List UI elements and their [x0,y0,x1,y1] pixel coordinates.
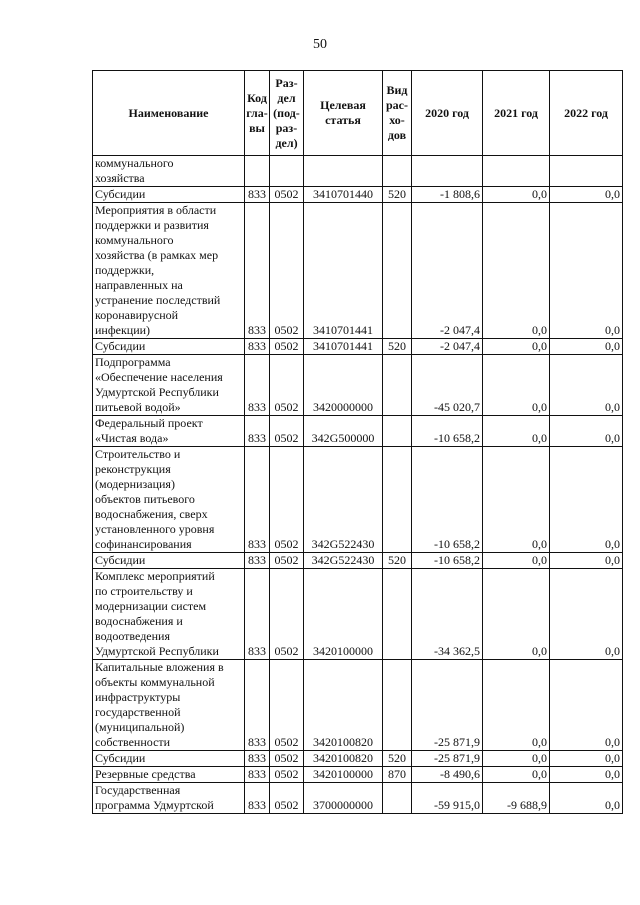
cell-vid: 520 [383,751,412,767]
cell-2021: -9 688,9 [483,783,550,814]
cell-2022: 0,0 [550,416,623,447]
cell-vid [383,660,412,751]
cell-glava: 833 [245,416,270,447]
header-2022: 2022 год [550,71,623,156]
cell-glava: 833 [245,569,270,660]
cell-2022: 0,0 [550,339,623,355]
cell-2021: 0,0 [483,751,550,767]
cell-name: Субсидии [93,553,245,569]
cell-2022: 0,0 [550,660,623,751]
cell-statya: 342G500000 [304,416,383,447]
cell-statya: 3410701440 [304,187,383,203]
cell-vid [383,569,412,660]
cell-name: Федеральный проект «Чистая вода» [93,416,245,447]
cell-razdel: 0502 [270,751,304,767]
header-razdel: Раз- дел (под- раз- дел) [270,71,304,156]
cell-name: Комплекс мероприятий по строительству и модернизации систем водоснабжения и водоотведения Удмуртской Республики [93,569,245,660]
cell-2022 [550,156,623,187]
cell-razdel: 0502 [270,339,304,355]
cell-glava: 833 [245,203,270,339]
cell-razdel: 0502 [270,355,304,416]
cell-2022: 0,0 [550,569,623,660]
table-row [93,355,623,416]
cell-2021: 0,0 [483,660,550,751]
cell-2022: 0,0 [550,447,623,553]
cell-2021: 0,0 [483,553,550,569]
cell-vid: 520 [383,339,412,355]
cell-glava [245,156,270,187]
table-row [93,767,623,783]
cell-2022: 0,0 [550,553,623,569]
budget-table [92,70,623,814]
cell-2020: -59 915,0 [412,783,483,814]
cell-razdel: 0502 [270,783,304,814]
header-statya: Целевая статья [304,71,383,156]
cell-glava: 833 [245,187,270,203]
cell-glava: 833 [245,339,270,355]
cell-name: Строительство и реконструкция (модернизация) объектов питьевого водоснабжения, сверх установленного уровня софинансирования [93,447,245,553]
cell-2020: -45 020,7 [412,355,483,416]
cell-2022: 0,0 [550,187,623,203]
cell-2021: 0,0 [483,339,550,355]
cell-razdel: 0502 [270,660,304,751]
cell-2022: 0,0 [550,783,623,814]
table-row [93,660,623,751]
cell-2020: -10 658,2 [412,447,483,553]
cell-vid [383,156,412,187]
table-row [93,783,623,814]
page-number: 50 [313,37,327,52]
cell-razdel: 0502 [270,416,304,447]
cell-name: Мероприятия в области поддержки и развития коммунального хозяйства (в рамках мер поддержки, направленных на устранение последствий коронавирусной инфекции) [93,203,245,339]
cell-name: Субсидии [93,187,245,203]
cell-name: коммунального хозяйства [93,156,245,187]
cell-vid [383,447,412,553]
cell-glava: 833 [245,660,270,751]
cell-glava: 833 [245,767,270,783]
cell-razdel: 0502 [270,553,304,569]
cell-2020: -8 490,6 [412,767,483,783]
table-row [93,569,623,660]
cell-2021: 0,0 [483,767,550,783]
cell-name: Капитальные вложения в объекты коммунальной инфраструктуры государственной (муниципальной) собственности [93,660,245,751]
cell-name: Субсидии [93,751,245,767]
cell-glava: 833 [245,553,270,569]
cell-glava: 833 [245,447,270,553]
table-body [93,156,623,814]
cell-2021: 0,0 [483,355,550,416]
cell-statya: 3420100000 [304,569,383,660]
cell-2021: 0,0 [483,187,550,203]
table-row [93,553,623,569]
header-glava: Код гла- вы [245,71,270,156]
cell-razdel: 0502 [270,447,304,553]
cell-razdel: 0502 [270,767,304,783]
cell-2020: -25 871,9 [412,660,483,751]
cell-vid [383,355,412,416]
table-row [93,751,623,767]
cell-vid: 520 [383,553,412,569]
cell-razdel: 0502 [270,203,304,339]
cell-vid: 520 [383,187,412,203]
cell-razdel [270,156,304,187]
cell-2020: -1 808,6 [412,187,483,203]
cell-2021: 0,0 [483,447,550,553]
table-row [93,416,623,447]
table-row [93,447,623,553]
cell-statya: 3700000000 [304,783,383,814]
cell-name: Государственная программа Удмуртской [93,783,245,814]
cell-vid: 870 [383,767,412,783]
cell-name: Подпрограмма «Обеспечение населения Удмуртской Республики питьевой водой» [93,355,245,416]
cell-2020: -2 047,4 [412,339,483,355]
cell-2020: -25 871,9 [412,751,483,767]
cell-vid [383,416,412,447]
cell-2022: 0,0 [550,751,623,767]
cell-statya [304,156,383,187]
cell-2020: -34 362,5 [412,569,483,660]
table-row [93,187,623,203]
table-row [93,203,623,339]
cell-vid [383,783,412,814]
cell-glava: 833 [245,751,270,767]
cell-razdel: 0502 [270,569,304,660]
cell-statya: 342G522430 [304,553,383,569]
header-vid: Вид рас- хо- дов [383,71,412,156]
cell-2020 [412,156,483,187]
cell-2022: 0,0 [550,355,623,416]
cell-razdel: 0502 [270,187,304,203]
cell-2022: 0,0 [550,767,623,783]
cell-2021: 0,0 [483,416,550,447]
cell-statya: 3420000000 [304,355,383,416]
header-2020: 2020 год [412,71,483,156]
cell-statya: 3410701441 [304,339,383,355]
cell-name: Резервные средства [93,767,245,783]
header-name: Наименование [93,71,245,156]
cell-statya: 3420100820 [304,751,383,767]
cell-2021 [483,156,550,187]
cell-2021: 0,0 [483,203,550,339]
cell-statya: 342G522430 [304,447,383,553]
cell-2020: -10 658,2 [412,553,483,569]
cell-2020: -10 658,2 [412,416,483,447]
header-2021: 2021 год [483,71,550,156]
cell-glava: 833 [245,783,270,814]
table-row [93,339,623,355]
cell-name: Субсидии [93,339,245,355]
cell-2021: 0,0 [483,569,550,660]
cell-vid [383,203,412,339]
cell-2020: -2 047,4 [412,203,483,339]
cell-glava: 833 [245,355,270,416]
table-header-row [93,71,623,156]
cell-2022: 0,0 [550,203,623,339]
table-row [93,156,623,187]
cell-statya: 3420100820 [304,660,383,751]
cell-statya: 3410701441 [304,203,383,339]
cell-statya: 3420100000 [304,767,383,783]
